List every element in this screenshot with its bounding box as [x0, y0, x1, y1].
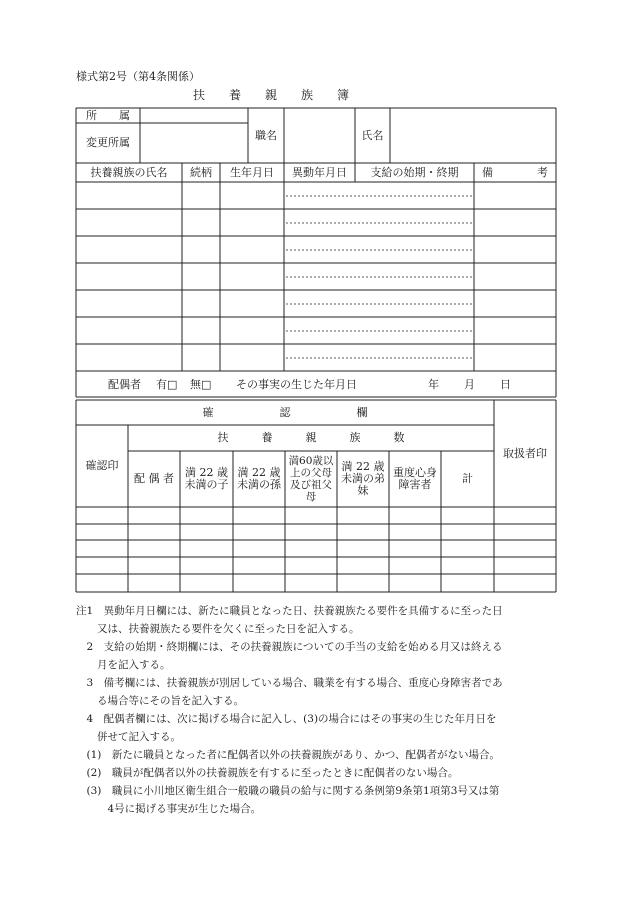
count-col-spouse: 配 偶 者	[134, 472, 174, 485]
note-line: 2 支給の始期・終期欄には、その扶養親族についての手当の支給を始める月又は終える	[76, 641, 503, 653]
col-zokugara: 続柄	[190, 165, 212, 179]
note-line: 4 配偶者欄には、次に掲げる場合に記入し、(3)の場合にはその事実の生じた年月日を	[76, 713, 497, 725]
confirm-header: 確 認 欄	[202, 405, 368, 419]
count-col-disabled: 重度心身障害者	[393, 466, 437, 491]
note-line: 3 備考欄には、扶養親族が別居している場合、職業を有する場合、重度心身障害者であ	[76, 677, 503, 689]
count-col-siblings: 満 22 歳未満の弟妹	[341, 460, 385, 497]
seal-label: 確認印	[85, 459, 119, 472]
col-change-date: 異動年月日	[292, 165, 347, 179]
note-line: (1) 新たに職員となった者に配偶者以外の扶養親族があり、かつ、配偶者がない場合。	[76, 749, 500, 761]
henko-shozoku-label: 変更所属	[86, 136, 130, 149]
count-header: 扶 養 親 族 数	[217, 431, 405, 444]
form-number: 様式第2号（第4条関係）	[76, 70, 200, 83]
notes	[76, 602, 566, 818]
note-line: 注1 異動年月日欄には、新たに職員となった日、扶養親族たる要件を具備するに至った日	[76, 605, 503, 617]
shozoku-label: 所 属	[86, 108, 130, 122]
note-line: る場合等にその旨を記入する。	[76, 695, 244, 707]
spouse-yes-checkbox[interactable]: 有□	[156, 378, 178, 391]
spouse-label: 配偶者	[108, 378, 141, 391]
col-biko: 備 考	[482, 165, 548, 179]
day-label: 日	[500, 378, 511, 391]
col-period: 支給の始期・終期	[370, 165, 459, 179]
count-col-grandchild: 満 22 歳未満の孫	[237, 466, 281, 491]
spouse-no-checkbox[interactable]: 無□	[190, 378, 212, 391]
form-title: 扶 養 親 族 簿	[192, 88, 349, 102]
handler-seal-label: 取扱者印	[503, 446, 547, 460]
note-line: 4号に掲げる事実が生じた場合。	[76, 803, 262, 815]
shimei-label: 氏名	[361, 128, 384, 142]
shokumei-label: 職名	[255, 128, 277, 142]
count-col-total: 計	[462, 472, 473, 485]
month-label: 月	[464, 378, 475, 391]
note-line: 又は、扶養親族たる要件を欠くに至った日を記入する。	[76, 623, 360, 635]
count-col-child: 満 22 歳未満の子	[184, 466, 229, 491]
col-name: 扶養親族の氏名	[90, 165, 168, 179]
spouse-fact-date-label: その事実の生じた年月日	[236, 378, 357, 391]
col-birthdate: 生年月日	[230, 165, 274, 179]
count-col-parents: 満60歳以上の父母及び祖父母	[288, 455, 334, 503]
note-line: (2) 職員が配偶者以外の扶養親族を有するに至ったときに配偶者のない場合。	[76, 767, 459, 779]
note-line: 併せて記入する。	[76, 731, 181, 743]
year-label: 年	[428, 378, 439, 391]
note-line: 月を記入する。	[76, 659, 171, 671]
note-line: (3) 職員に小川地区衛生組合一般職の職員の給与に関する条例第9条第1項第3号又は第	[76, 785, 500, 797]
